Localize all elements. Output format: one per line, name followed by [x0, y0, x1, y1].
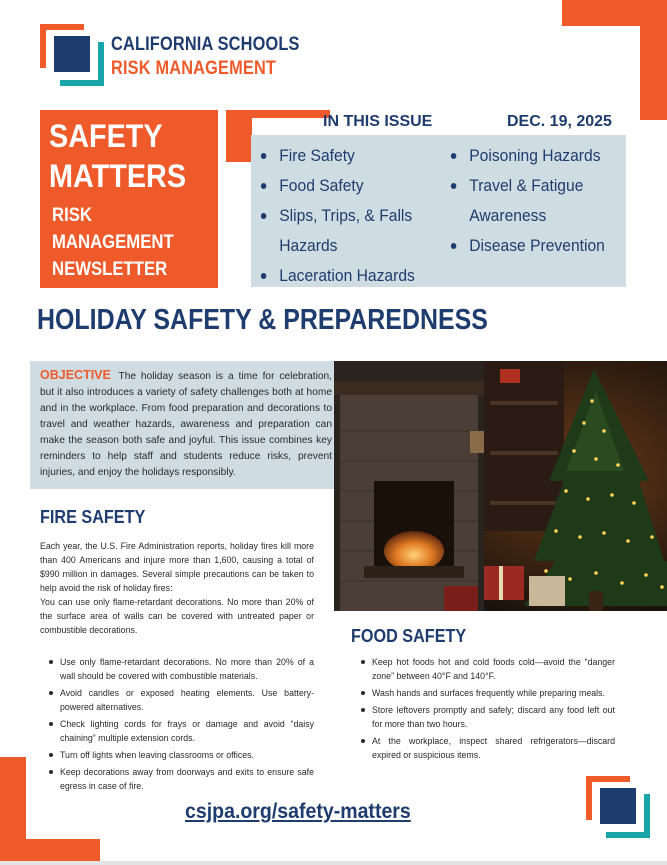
newsletter-title-box — [40, 110, 218, 288]
main-heading: HOLIDAY SAFETY & PREPAREDNESS — [37, 304, 488, 336]
issue-topics-box — [251, 135, 626, 287]
issue-topics-col2 — [449, 141, 624, 261]
newsletter-title: SAFETY MATTERS — [49, 118, 187, 194]
objective-box — [30, 361, 334, 489]
fire-safety-list — [46, 655, 314, 796]
list-item: Keep hot foods hot and cold foods cold—avoid the “danger zone” between 40°F and 140°F. — [358, 655, 615, 683]
fire-safety-heading: FIRE SAFETY — [40, 507, 146, 527]
list-item: Store leftovers promptly and safely; discard any food left out for more than two hours. — [358, 703, 615, 731]
topic-item: Travel & Fatigue Awareness — [449, 171, 610, 231]
food-safety-list — [358, 655, 615, 765]
issue-topics-col1 — [259, 141, 439, 291]
objective-text-block — [40, 367, 332, 481]
list-item: Use only flame-retardant decorations. No more than 20% of a wall should be covered with combustible materials. — [46, 655, 314, 683]
objective-text: The holiday season is a time for celebration, but it also introduces a variety of safety challenges both at home and in the workplace. From food preparation and decorations to travel and weather hazards, awareness and preparation can make the season both safe and joyful. This issue combines key reminders to help staff and students reduce risks, prevent injuries, and enjoy the holidays responsibly. — [40, 371, 332, 478]
fire-safety-paragraph: You can use only flame-retardant decorations. No more than 20% of the surface area of walls can be covered with untreated paper or combustible decorations. — [40, 597, 314, 635]
holiday-fireplace-tree-photo — [334, 361, 667, 611]
list-item: Wash hands and surfaces frequently while preparing meals. — [358, 686, 615, 700]
list-item: Keep decorations away from doorways and exits to ensure safe egress in case of fire. — [46, 765, 314, 793]
list-item: Check lighting cords for frays or damage and avoid “daisy chaining” multiple extension cords. — [46, 717, 314, 745]
brand-name-line1: CALIFORNIA SCHOOLS — [111, 34, 300, 55]
list-item: Turn off lights when leaving classrooms or offices. — [46, 748, 314, 762]
issue-bracket-decoration — [226, 110, 252, 162]
fire-safety-paragraph: Each year, the U.S. Fire Administration reports, holiday fires kill more than 400 Americans and injure more than 1,600, causing a total of $990 million in damages. Several simple precautions can be taken to help avoid the risk of holiday fires: — [40, 541, 314, 593]
topic-item: Food Safety — [259, 171, 425, 201]
topic-item: Slips, Trips, & Falls Hazards — [259, 201, 425, 261]
topic-item: Poisoning Hazards — [449, 141, 610, 171]
corner-decoration-cutout — [562, 26, 640, 120]
issue-date: DEC. 19, 2025 — [507, 113, 612, 130]
in-this-issue-heading: IN THIS ISSUE — [323, 113, 433, 130]
food-safety-heading: FOOD SAFETY — [351, 626, 467, 646]
csrm-logo — [40, 24, 106, 86]
list-item: Avoid candles or exposed heating elements. Use battery-powered alternatives. — [46, 686, 314, 714]
topic-item: Disease Prevention — [449, 231, 610, 261]
objective-label: OBJECTIVE — [40, 368, 111, 382]
topic-item: Laceration Hazards — [259, 261, 425, 291]
page-bottom-edge — [0, 861, 667, 865]
footer-website-link[interactable]: csjpa.org/safety-matters — [185, 800, 411, 823]
brand-name-line2: RISK MANAGEMENT — [111, 58, 277, 79]
newsletter-subtitle: RISK MANAGEMENT NEWSLETTER — [52, 205, 174, 280]
csrm-logo-footer — [586, 776, 652, 838]
list-item: At the workplace, inspect shared refrigerators—discard expired or suspicious items. — [358, 734, 615, 762]
topic-item: Fire Safety — [259, 141, 425, 171]
fire-safety-intro — [40, 539, 314, 637]
